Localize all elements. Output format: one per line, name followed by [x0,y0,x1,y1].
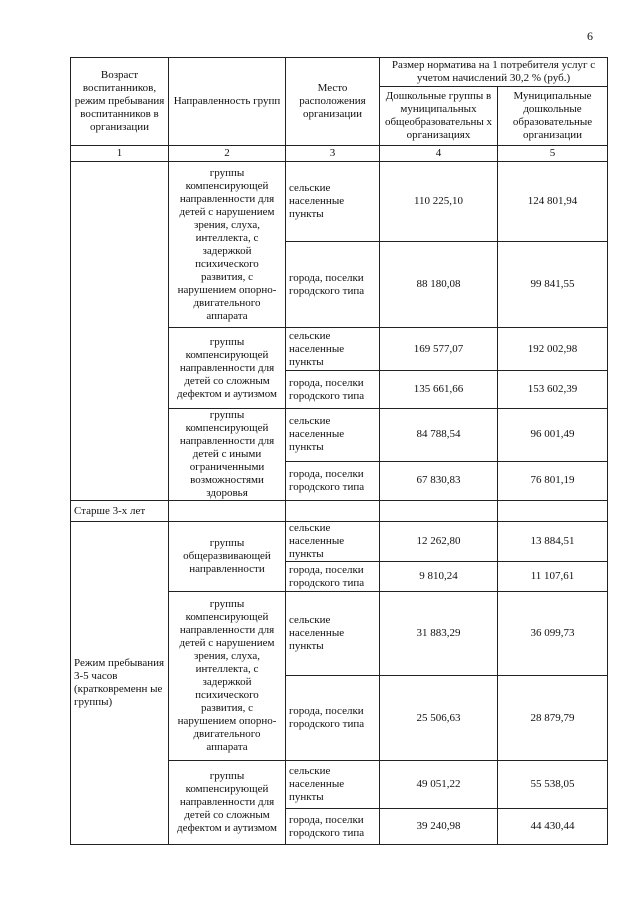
page-number: 6 [587,29,593,43]
group-direction: группы компенсирующей направленности для детей со сложным дефектом и аутизмом [169,761,286,845]
value-cell: 44 430,44 [498,809,608,845]
value-cell: 124 801,94 [498,162,608,242]
column-number: 4 [380,146,498,162]
empty-cell [169,501,286,522]
location-cell: города, поселки городского типа [286,676,380,761]
group-direction: группы компенсирующей направленности для детей с иными ограниченными возможностями здоровья [169,409,286,501]
value-cell: 153 602,39 [498,371,608,409]
location-cell: сельские населенные пункты [286,522,380,562]
value-cell: 9 810,24 [380,562,498,592]
location-cell: города, поселки городского типа [286,242,380,328]
value-cell: 12 262,80 [380,522,498,562]
value-cell: 55 538,05 [498,761,608,809]
value-cell: 31 883,29 [380,592,498,676]
table-row [71,162,608,242]
age-cell-empty [71,162,169,501]
value-cell: 88 180,08 [380,242,498,328]
header-municipal-preschool: Муниципальные дошкольные образовательные организации [498,87,608,146]
value-cell: 13 884,51 [498,522,608,562]
group-direction: группы общеразвивающей направленности [169,522,286,592]
header-preschool-groups: Дошкольные группы в муниципальных общеобразовательны х организациях [380,87,498,146]
empty-cell [286,501,380,522]
age-cell: Режим пребывания 3-5 часов (кратковременн ые группы) [71,522,169,845]
value-cell: 11 107,61 [498,562,608,592]
column-number: 5 [498,146,608,162]
header-direction: Направленность групп [169,58,286,146]
value-cell: 76 801,19 [498,461,608,500]
table-row [71,522,608,562]
column-number: 2 [169,146,286,162]
age-cell: Старше 3-х лет [71,501,169,522]
group-direction: группы компенсирующей направленности для детей с нарушением зрения, слуха, интеллекта, с задержкой психического развития, с нарушением опорно-двигательного аппарата [169,592,286,761]
header-row-1 [71,58,608,87]
location-cell: сельские населенные пункты [286,761,380,809]
value-cell: 25 506,63 [380,676,498,761]
empty-cell [380,501,498,522]
group-direction: группы компенсирующей направленности для детей с нарушением зрения, слуха, интеллекта, с задержкой психического развития, с нарушением опорно-двигательного аппарата [169,162,286,328]
location-cell: сельские населенные пункты [286,328,380,371]
location-cell: города, поселки городского типа [286,809,380,845]
header-size-group: Размер норматива на 1 потребителя услуг с учетом начислений 30,2 % (руб.) [380,58,608,87]
location-cell: сельские населенные пункты [286,592,380,676]
value-cell: 99 841,55 [498,242,608,328]
table-row-age [71,501,608,522]
column-number: 1 [71,146,169,162]
empty-cell [498,501,608,522]
value-cell: 96 001,49 [498,409,608,462]
value-cell: 110 225,10 [380,162,498,242]
value-cell: 84 788,54 [380,409,498,462]
value-cell: 49 051,22 [380,761,498,809]
location-cell: сельские населенные пункты [286,409,380,462]
column-number: 3 [286,146,380,162]
value-cell: 135 661,66 [380,371,498,409]
location-cell: города, поселки городского типа [286,371,380,409]
location-cell: города, поселки городского типа [286,461,380,500]
location-cell: города, поселки городского типа [286,562,380,592]
value-cell: 192 002,98 [498,328,608,371]
location-cell: сельские населенные пункты [286,162,380,242]
value-cell: 67 830,83 [380,461,498,500]
column-numbers-row [71,146,608,162]
header-age: Возраст воспитанников, режим пребывания воспитанников в организации [71,58,169,146]
value-cell: 39 240,98 [380,809,498,845]
value-cell: 36 099,73 [498,592,608,676]
normative-table [70,57,608,845]
group-direction: группы компенсирующей направленности для детей со сложным дефектом и аутизмом [169,328,286,409]
value-cell: 28 879,79 [498,676,608,761]
value-cell: 169 577,07 [380,328,498,371]
header-location: Место расположения организации [286,58,380,146]
